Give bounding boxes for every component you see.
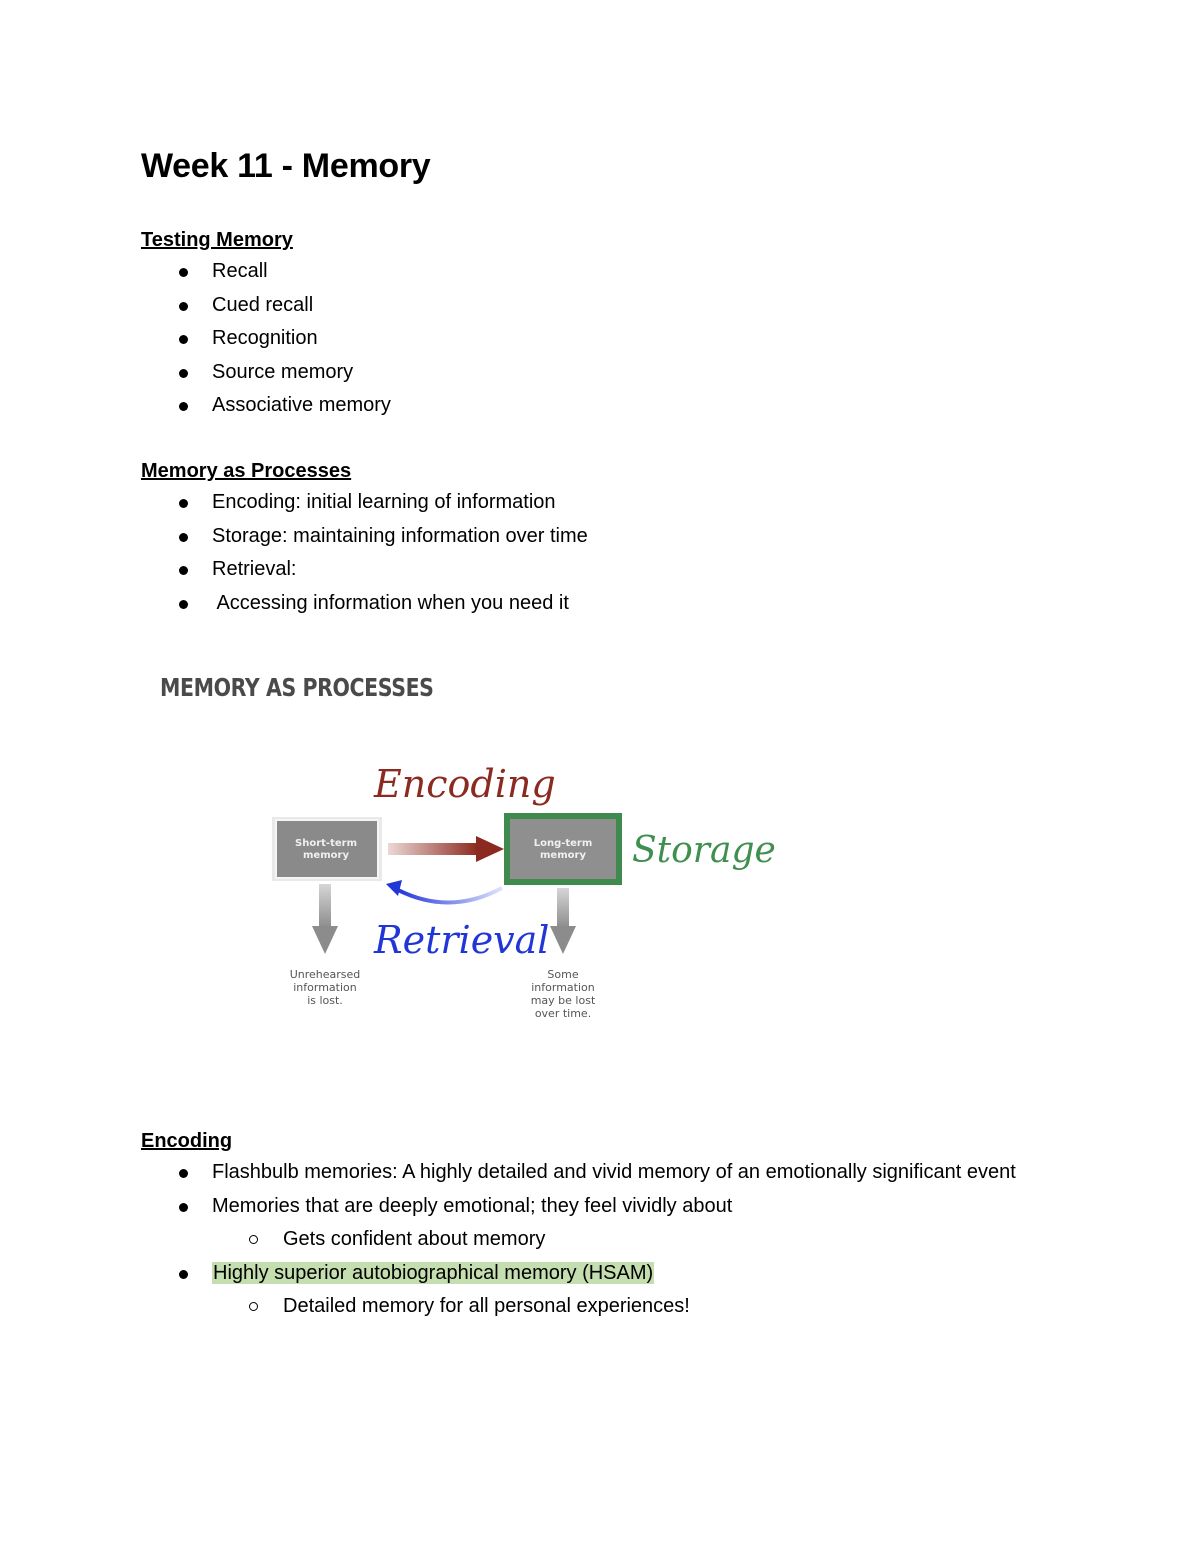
list-item: Encoding: initial learning of information (141, 486, 1092, 520)
long-term-label-line2: memory (540, 850, 586, 861)
page-title: Week 11 - Memory (141, 147, 431, 185)
section-encoding (141, 1126, 1091, 1324)
list-item: Retrieval: (141, 553, 1092, 587)
figure-title: MEMORY AS PROCESSES (160, 673, 434, 702)
section-heading: Testing Memory (141, 229, 293, 251)
list-item: Recognition (141, 322, 1092, 356)
long-term-label-line1: Long-term (533, 838, 593, 849)
some-lost-line2: information (531, 981, 595, 994)
list-item: Accessing information when you need it (141, 587, 1092, 621)
list-item: Recall (141, 255, 1092, 289)
sub-list (212, 1290, 1092, 1324)
encoding-arrow-icon (388, 836, 504, 862)
lost-info-line1: Unrehearsed (289, 968, 361, 981)
sub-list (212, 1223, 1092, 1257)
list-item-text: Memories that are deeply emotional; they feel vividly about (212, 1194, 733, 1217)
short-term-memory-box (272, 817, 382, 881)
some-lost-line4: over time. (534, 1007, 592, 1020)
lost-info-line3: is lost. (307, 994, 343, 1007)
list-item (141, 1257, 1092, 1324)
some-lost-line3: may be lost (530, 994, 596, 1007)
bullet-list (141, 1156, 1091, 1324)
section-heading: Memory as Processes (141, 460, 352, 482)
down-arrow-icon (550, 888, 576, 954)
list-item: Source memory (141, 356, 1092, 390)
list-item: Cued recall (141, 289, 1092, 323)
highlighted-text: Highly superior autobiographical memory (HSAM) (213, 1261, 654, 1284)
some-lost-line1: Some (547, 968, 579, 981)
storage-label: Storage (632, 830, 776, 871)
lost-info-line2: information (293, 981, 357, 994)
retrieval-arrow-icon (386, 880, 502, 903)
encoding-label: Encoding (374, 762, 556, 806)
sub-list-item: Gets confident about memory (212, 1223, 1092, 1257)
section-heading: Encoding (141, 1130, 233, 1152)
short-term-label-line1: Short-term (295, 838, 357, 849)
list-item: Flashbulb memories: A highly detailed and vivid memory of an emotionally significant event (141, 1156, 1092, 1190)
down-arrow-icon (312, 884, 338, 954)
sub-list-item: Detailed memory for all personal experiences! (212, 1290, 1092, 1324)
retrieval-label: Retrieval (374, 918, 550, 962)
short-term-label-line2: memory (303, 850, 349, 861)
list-item (141, 1190, 1092, 1257)
list-item: Associative memory (141, 389, 1092, 423)
long-term-memory-box (504, 813, 622, 885)
list-item: Storage: maintaining information over time (141, 520, 1092, 554)
